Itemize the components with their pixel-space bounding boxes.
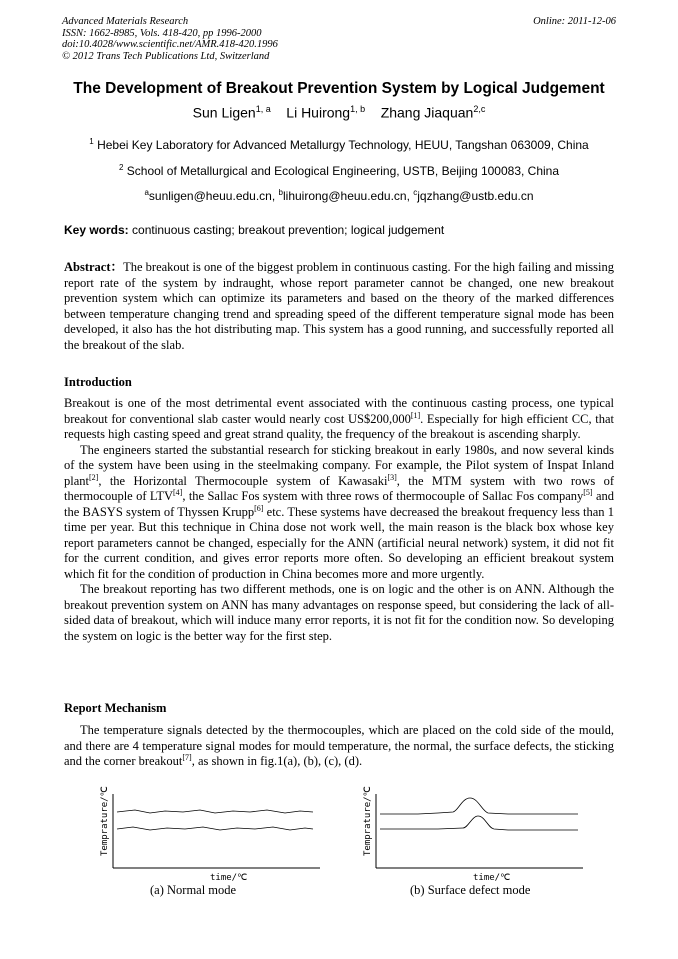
citation: [4]	[173, 487, 183, 497]
copyright-line: © 2012 Trans Tech Publications Ltd, Switzerland	[62, 50, 270, 62]
author-sup: 2,c	[473, 104, 486, 114]
keywords-text: continuous casting; breakout prevention; logical judgement	[132, 223, 445, 237]
email-sup: b	[278, 188, 283, 197]
figure-caption: (b) Surface defect mode	[410, 883, 531, 897]
abstract-label: Abstract：	[64, 260, 124, 274]
y-axis-label: Temprature/℃	[100, 786, 110, 856]
citation: [7]	[182, 752, 192, 762]
email-address: lihuirong@heuu.edu.cn,	[282, 189, 410, 203]
email-sup: a	[144, 188, 149, 197]
section-heading-report-mechanism: Report Mechanism	[64, 701, 167, 715]
keywords	[64, 223, 444, 237]
x-axis-label: time/℃	[210, 873, 248, 883]
citation: [6]	[254, 503, 264, 513]
paragraph-text: The engineers started the substantial research for sticking breakout in early 1980s, and now several kinds of the system have been using in the steelmaking company. For example, the Pilot system of Inspat Inland plant	[64, 442, 614, 488]
paragraph-text: , the Horizontal Thermocouple system of Kawasaki	[98, 473, 388, 488]
abstract	[64, 260, 614, 353]
affiliation-sup: 2	[118, 163, 124, 172]
author-sup: 1, b	[350, 104, 366, 114]
author-name: Zhang Jiaquan	[380, 104, 474, 121]
author-list	[0, 104, 678, 121]
figure-caption: (a) Normal mode	[150, 883, 237, 897]
author-name: Sun Ligen	[192, 104, 256, 121]
paragraph-text: . Especially for high efficient CC, that requests high casting speed and great strand quality, the frequency of the breakout is ascending sharply.	[64, 411, 614, 441]
journal-header	[62, 16, 616, 62]
signal-line-lower	[380, 816, 578, 830]
report-body	[64, 723, 614, 770]
email-sup: c	[413, 188, 418, 197]
paragraph	[64, 396, 614, 443]
affiliation-2	[0, 163, 678, 178]
x-axis-label: time/℃	[473, 873, 511, 883]
y-axis-label: Temprature/℃	[363, 786, 373, 856]
paragraph-text: etc. These systems have decreased the breakout frequency less than 1 time per year. But this technique in China dose not work well, the main reason is the black box whose key report parameters cannot be changed, especially for the ANN (artificial neural network) system, it did not fit for the current condition, and gives error reports more often. So developing an efficient breakout system which fit for the condition of production in China becomes more and more urgently.	[64, 504, 614, 581]
abstract-text: The breakout is one of the biggest problem in continuous casting. For the high failing and missing report rate of the system by indraught, whose report parameter cannot be changed, one new breakout prevention system which can optimize its parameters and based on the theory of the marked differences between temperature changing trend and spreading speed of the different temperature signal mode has been developed, it also has the hot distributing map. This system has a good running, and successfully reported all the breakout of the slab.	[64, 260, 615, 352]
affiliation-1	[0, 137, 678, 152]
citation: [1]	[410, 410, 421, 420]
introduction-body	[64, 396, 614, 644]
online-date: Online: 2011-12-06	[533, 16, 616, 27]
email-line	[0, 188, 678, 203]
affiliation-text: Hebei Key Laboratory for Advanced Metallurgy Technology, HEUU, Tangshan 063009, China	[97, 138, 589, 152]
figure-normal-mode	[95, 786, 325, 886]
email-address: sunligen@heuu.edu.cn,	[148, 189, 276, 203]
affiliation-sup: 1	[89, 137, 94, 146]
paragraph-text: , the Sallac Fos system with three rows of thermocouple of Sallac Fos company	[182, 489, 584, 503]
journal-name: Advanced Materials Research	[62, 16, 189, 27]
keywords-label: Key words:	[64, 223, 129, 237]
paragraph-text: The temperature signals detected by the thermocouples, which are placed on the cold side of the mould, and there are 4 temperature signal modes for mould temperature, the normal, the surface defects, the sticking and the corner breakout	[64, 723, 614, 768]
paragraph	[64, 443, 614, 583]
citation: [3]	[387, 472, 397, 482]
paragraph-text: and the BASYS system of Thyssen Krupp	[64, 489, 614, 519]
paragraph-text: , the MTM system with two rows of thermocouple of LTV	[64, 473, 614, 503]
paragraph	[64, 582, 614, 644]
figure-surface-defect-mode	[358, 786, 588, 886]
paper-title: The Development of Breakout Prevention System by Logical Judgement	[73, 80, 605, 97]
paragraph-text: Breakout is one of the most detrimental event associated with the continuous casting process, one typical breakout for conventional slab caster would nearly cost US$200,000	[64, 396, 614, 426]
doi-line: doi:10.4028/www.scientific.net/AMR.418-420.1996	[62, 39, 278, 50]
signal-line-lower	[117, 827, 313, 830]
email-address: jqzhang@ustb.edu.cn	[417, 189, 534, 203]
paragraph-text: The breakout reporting has two different methods, one is on logic and the other is on ANN. Although the breakout prevention system on ANN has many advantages on response speed, but considering the lack of all-sided data of breakout, which will induce many error reports, it is not fit for the condition now. So developing the system on logic is the better way for the first step.	[64, 582, 614, 643]
issn-line: ISSN: 1662-8985, Vols. 418-420, pp 1996-2000	[62, 27, 262, 39]
citation: [5]	[583, 487, 593, 497]
author-sup: 1, a	[255, 104, 271, 114]
signal-line-upper	[117, 810, 313, 813]
section-heading-introduction: Introduction	[64, 375, 132, 389]
author-name: Li Huirong	[286, 104, 351, 121]
paragraph-text: , as shown in fig.1(a), (b), (c), (d).	[191, 754, 363, 768]
paragraph	[64, 723, 614, 770]
citation: [2]	[89, 472, 99, 482]
signal-line-upper	[380, 798, 578, 814]
affiliation-text: School of Metallurgical and Ecological Engineering, USTB, Beijing 100083, China	[126, 164, 560, 178]
